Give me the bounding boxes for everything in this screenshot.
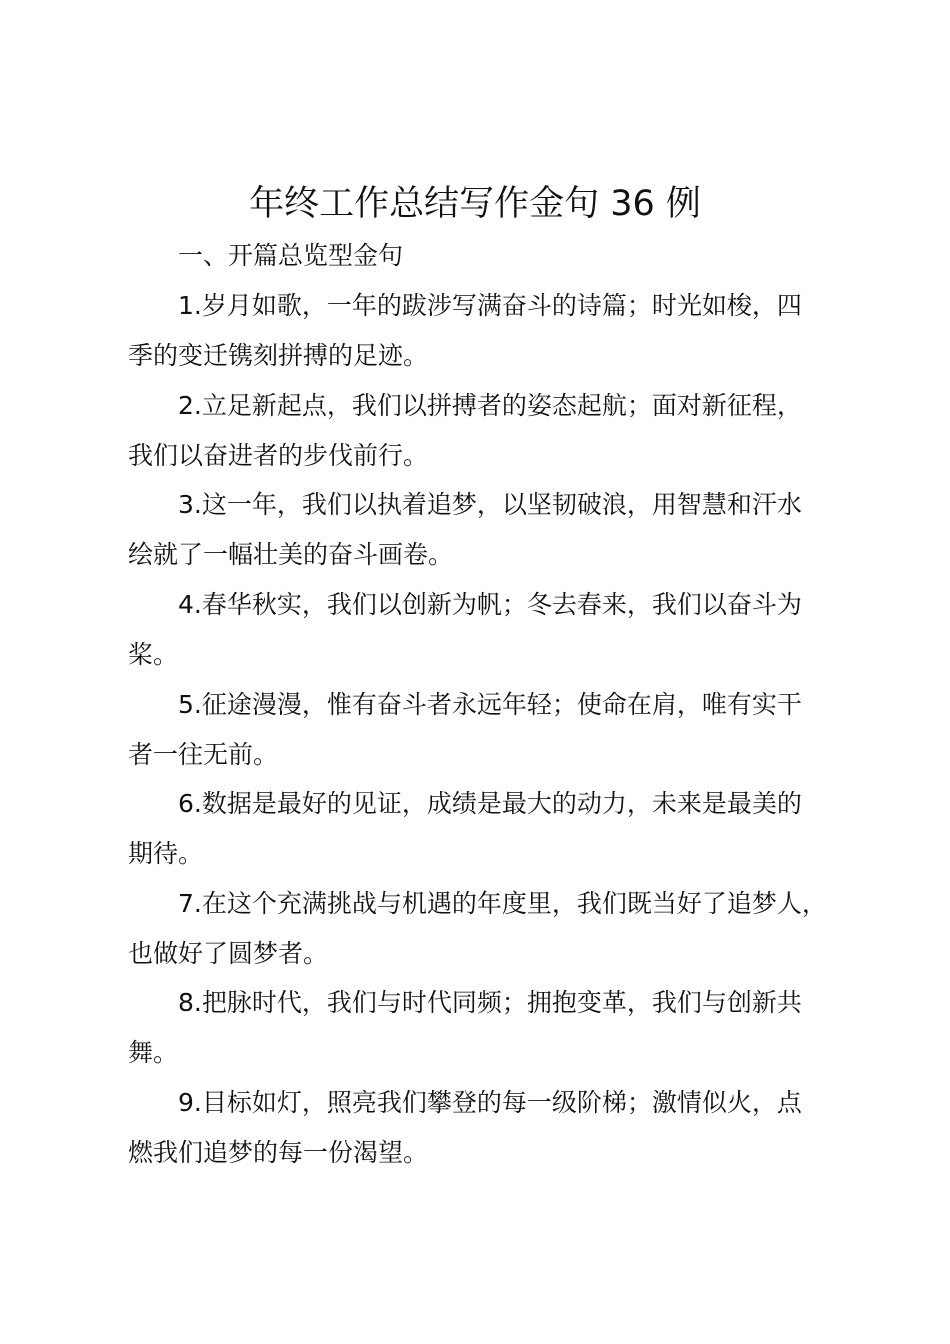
document-title: 年终工作总结写作金句 36 例	[249, 184, 701, 224]
item-line: 6.数据是最好的见证，成绩是最大的动力，未来是最美的	[178, 789, 802, 818]
item-line: 我们以奋进者的步伐前行。	[128, 441, 429, 470]
item-line: 3.这一年，我们以执着追梦，以坚韧破浪，用智慧和汗水	[178, 490, 802, 519]
section-heading: 一、开篇总览型金句	[178, 241, 404, 270]
item-line: 2.立足新起点，我们以拼搏者的姿态起航；面对新征程，	[178, 391, 802, 420]
item-line: 1.岁月如歌，一年的跋涉写满奋斗的诗篇；时光如梭，四	[178, 291, 802, 320]
item-line: 绘就了一幅壮美的奋斗画卷。	[128, 540, 454, 569]
item-line: 5.征途漫漫，惟有奋斗者永远年轻；使命在肩，唯有实干	[178, 690, 802, 719]
item-line: 者一往无前。	[128, 740, 279, 769]
item-line: 8.把脉时代，我们与时代同频；拥抱变革，我们与创新共	[178, 988, 802, 1017]
item-line: 舞。	[128, 1038, 179, 1067]
item-line: 燃我们追梦的每一份渴望。	[128, 1138, 429, 1167]
item-line: 期待。	[128, 839, 204, 868]
item-line: 也做好了圆梦者。	[128, 939, 329, 968]
item-line: 7.在这个充满挑战与机遇的年度里，我们既当好了追梦人，	[178, 889, 827, 918]
item-line: 季的变迁镌刻拼搏的足迹。	[128, 341, 429, 370]
item-line: 4.春华秋实，我们以创新为帆；冬去春来，我们以奋斗为	[178, 590, 802, 619]
item-line: 桨。	[128, 640, 179, 669]
item-line: 9.目标如灯，照亮我们攀登的每一级阶梯；激情似火，点	[178, 1088, 802, 1117]
